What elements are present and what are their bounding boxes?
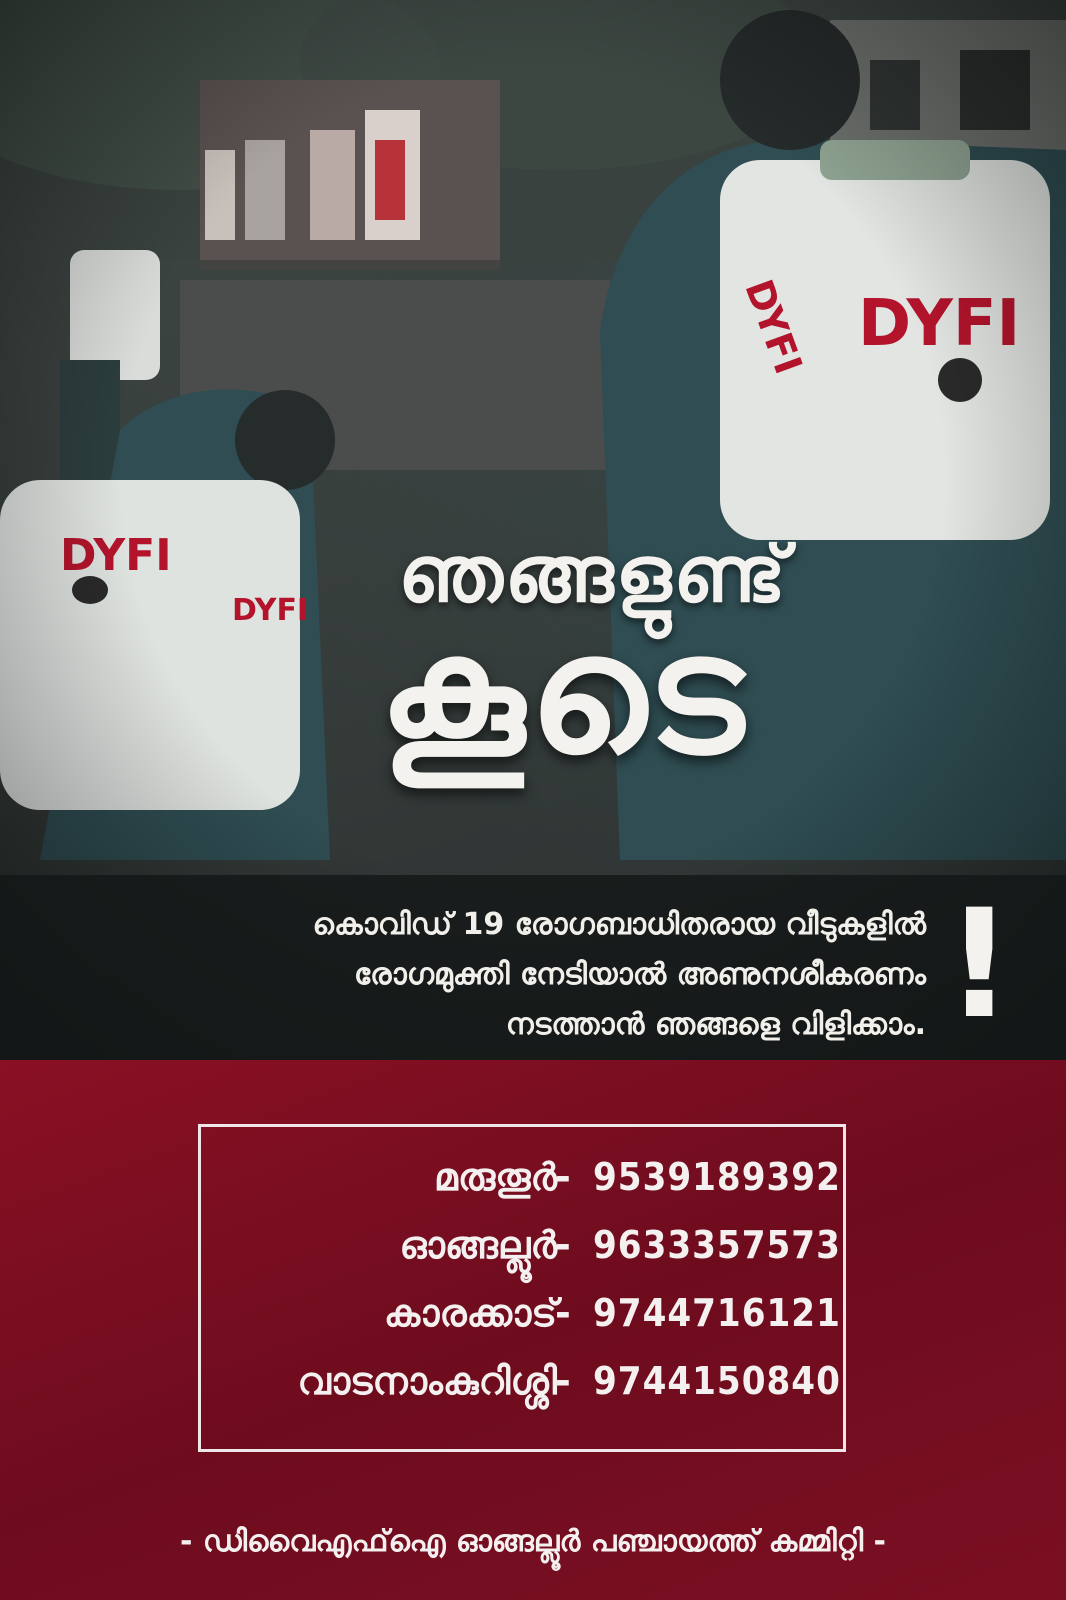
contact-dash: - (555, 1223, 571, 1267)
contact-phone: 9744716121 (593, 1291, 841, 1335)
contact-phone: 9633357573 (593, 1223, 841, 1267)
info-message (166, 900, 926, 1050)
contact-row (201, 1281, 849, 1345)
contact-dash: - (555, 1359, 571, 1403)
contact-place: ഓങ്ങല്ലൂർ (399, 1223, 557, 1267)
footer-committee: - ഡിവൈഎഫ്ഐ ഓങ്ങല്ലൂർ പഞ്ചായത്ത് കമ്മിറ്റി - (180, 1524, 886, 1559)
contact-row (201, 1145, 849, 1209)
headline-line-1: ഞങ്ങളുണ്ട് (398, 530, 788, 620)
contact-dash: - (555, 1291, 571, 1335)
headline-line-2: കൂടെ (378, 598, 748, 790)
contact-row (201, 1213, 849, 1277)
contact-box (198, 1124, 846, 1452)
info-line-3: നടത്താൻ ഞങ്ങളെ വിളിക്കാം. (505, 1007, 926, 1042)
contact-dash: - (555, 1155, 571, 1199)
contact-place: വാടനാംകുറിശ്ശി (297, 1359, 557, 1403)
contact-phone: 9744150840 (593, 1359, 841, 1403)
contact-place: മരുതൂർ (433, 1155, 557, 1199)
contact-row (201, 1349, 849, 1413)
contact-place: കാരക്കാട് (383, 1291, 557, 1335)
info-line-2: രോഗമുക്തി നേടിയാൽ അണുനശീകരണം (354, 957, 926, 992)
contact-phone: 9539189392 (593, 1155, 841, 1199)
exclamation-mark: ! (945, 878, 1014, 1052)
info-line-1: കൊവിഡ് 19 രോഗബാധിതരായ വീടുകളിൽ (312, 907, 926, 942)
